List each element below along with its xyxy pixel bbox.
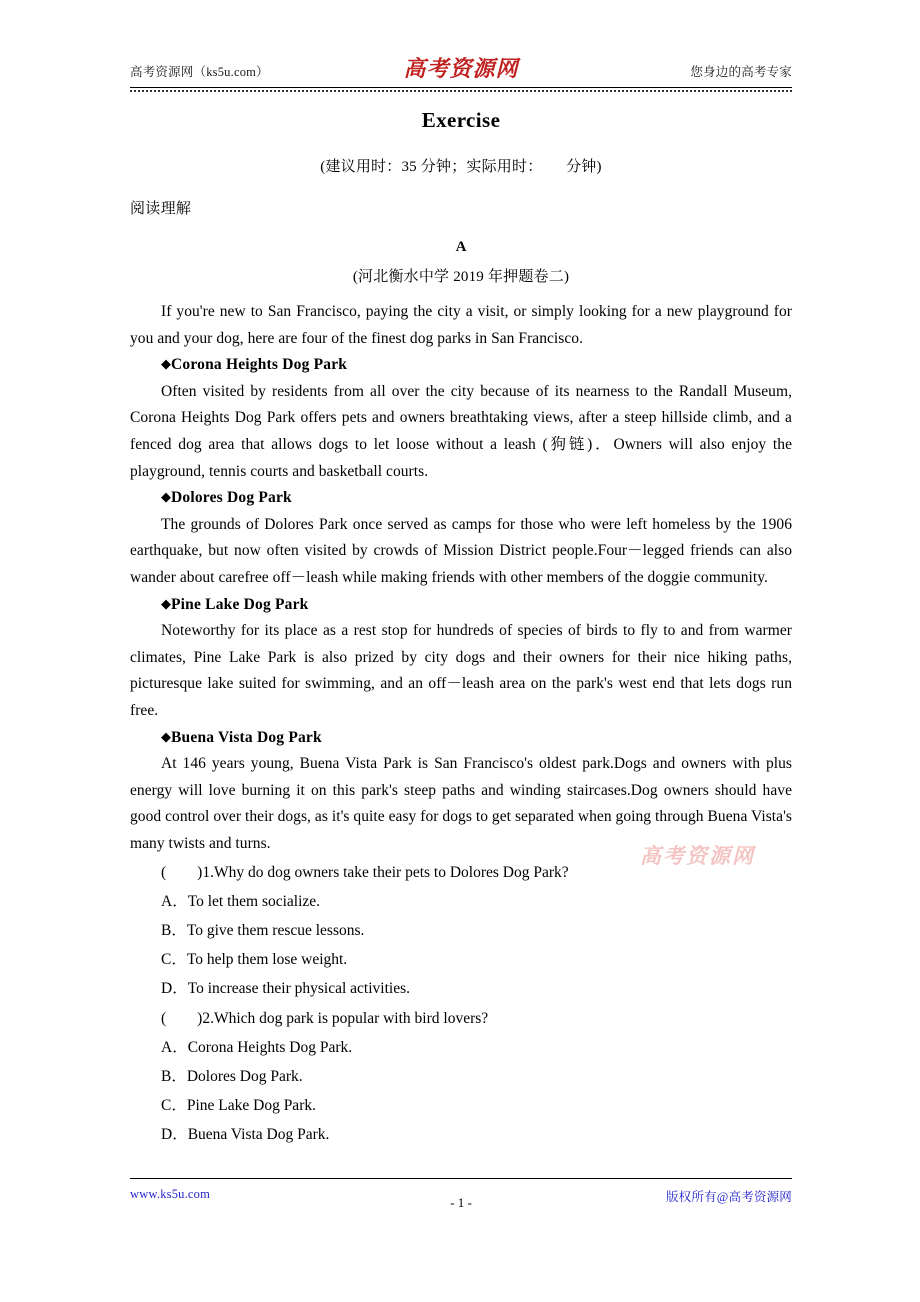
question-block xyxy=(130,859,792,1003)
diamond-bullet-icon: ◆ xyxy=(161,490,171,506)
diamond-bullet-icon: ◆ xyxy=(161,729,171,745)
page-footer xyxy=(130,1178,792,1218)
question-stem: ( )2.Which dog park is popular with bird lovers? xyxy=(161,1010,489,1028)
footer-copyright: 版权所有@高考资源网 xyxy=(665,1190,792,1204)
watermark: 高考资源网 xyxy=(640,843,755,868)
passage-source: (河北衡水中学 2019 年押题卷二) xyxy=(352,269,570,285)
park-heading-label: Buena Vista Dog Park xyxy=(171,728,322,746)
option-a[interactable]: A．To let them socialize. xyxy=(161,893,321,911)
header-rule-solid xyxy=(130,87,792,88)
page-title: Exercise xyxy=(421,108,501,132)
option-b[interactable]: B．Dolores Dog Park. xyxy=(161,1068,303,1086)
park-heading xyxy=(130,485,792,512)
park-heading-label: Pine Lake Dog Park xyxy=(171,595,309,613)
park-body: Noteworthy for its place as a rest stop for hundreds of species of birds to fly to and from warmer climates, Pine Lake Park is also prized by city dogs and their owners for their nice hiking paths, picturesque lake suited for swimming, and an off－leash area on the park's west end that lets dogs run free. xyxy=(130,622,792,719)
footer-rule xyxy=(130,1178,792,1179)
option-a[interactable]: A．Corona Heights Dog Park. xyxy=(161,1039,353,1057)
park-heading-label: Dolores Dog Park xyxy=(171,489,292,507)
intro-paragraph: If you're new to San Francisco, paying the city a visit, or simply looking for a new playground for you and your dog, here are four of the finest dog parks in San Francisco. xyxy=(130,303,792,347)
diamond-bullet-icon: ◆ xyxy=(161,596,171,612)
park-heading xyxy=(130,352,792,379)
park-heading xyxy=(130,592,792,619)
header-slogan: 您身边的高考专家 xyxy=(690,65,792,79)
section-label-reading-comprehension: 阅读理解 xyxy=(130,201,192,217)
time-allocation-line: (建议用时：35 分钟；实际用时： 分钟) xyxy=(320,159,602,175)
footer-website-link[interactable]: www.ks5u.com xyxy=(130,1187,211,1201)
question-block xyxy=(130,1005,792,1149)
page-header-row xyxy=(130,56,792,82)
passage-letter: A xyxy=(455,239,467,255)
option-b[interactable]: B．To give them rescue lessons. xyxy=(161,922,365,940)
document-body xyxy=(130,104,792,1149)
park-body: At 146 years young, Buena Vista Park is San Francisco's oldest park.Dogs and owners with plus energy will love burning it on this park's steep paths and winding staircases.Dog owners should have good control over their dogs, as it's quite easy for dogs to get separated when going through Buena Vista's many twists and turns. xyxy=(130,755,792,852)
page-header xyxy=(130,56,792,94)
park-heading xyxy=(130,725,792,752)
park-body: Often visited by residents from all over the city because of its nearness to the Randall Museum, Corona Heights Dog Park offers pets and owners breathtaking views, after a steep hillside climb, and a fenced dog area that allows dogs to let loose without a leash (狗链)．Owners will also enjoy the playground, tennis courts and basketball courts. xyxy=(130,382,792,480)
option-d[interactable]: D．To increase their physical activities. xyxy=(161,979,410,997)
park-body: The grounds of Dolores Park once served as camps for those who were left homeless by the 1906 earthquake, but now often visited by crowds of Mission District people.Four－legged friends can also wander about carefree off－leash while making friends with other members of the doggie community. xyxy=(130,515,792,586)
header-logo: 高考资源网 xyxy=(403,56,519,82)
park-heading-label: Corona Heights Dog Park xyxy=(171,356,348,374)
option-c[interactable]: C．To help them lose weight. xyxy=(161,950,348,968)
header-site-name: 高考资源网（ks5u.com） xyxy=(130,65,269,79)
page-number: - 1 - xyxy=(450,1195,472,1210)
option-c[interactable]: C．Pine Lake Dog Park. xyxy=(161,1096,316,1114)
option-d[interactable]: D．Buena Vista Dog Park. xyxy=(161,1125,330,1143)
diamond-bullet-icon: ◆ xyxy=(161,357,171,373)
header-rule-dotted xyxy=(130,90,792,92)
question-stem: ( )1.Why do dog owners take their pets to Dolores Dog Park? xyxy=(161,864,569,882)
